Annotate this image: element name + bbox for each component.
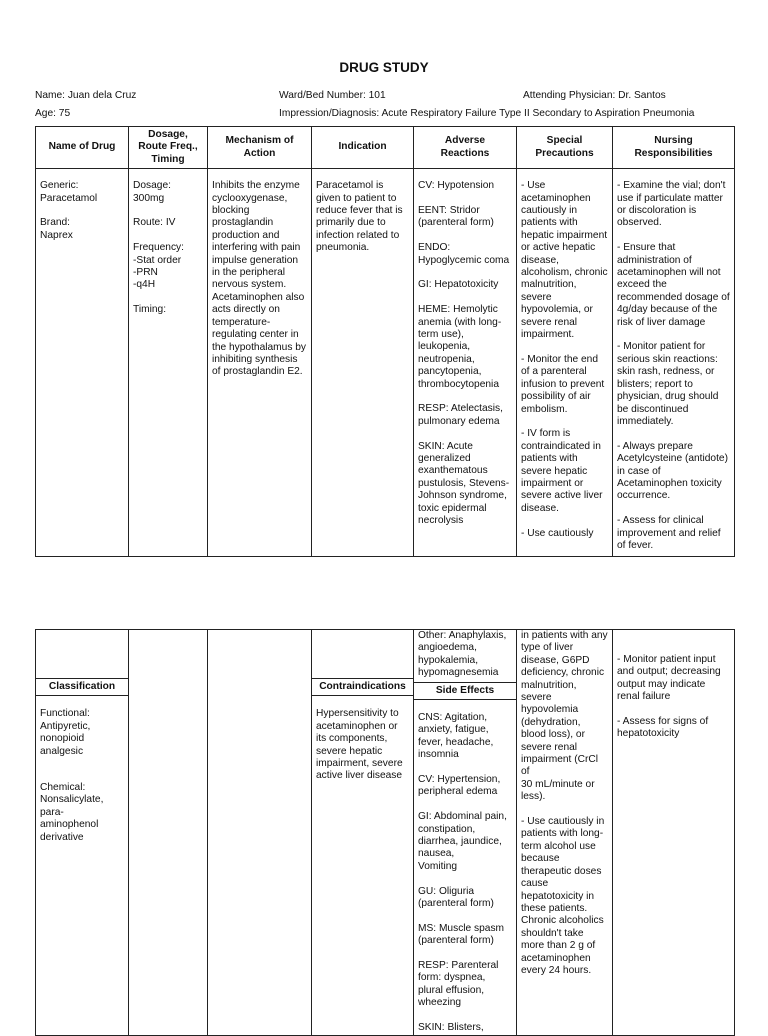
mechanism-cell: [208, 169, 312, 557]
indication-cell: [312, 169, 414, 557]
nursing-responsibilities-cont-cell: [613, 630, 735, 1036]
text-paragraph: Generic: Paracetamol: [40, 180, 98, 204]
header-dosage: [129, 127, 208, 169]
patient-age: Age: 75: [35, 108, 71, 119]
text-paragraph: Brand: Naprex: [40, 217, 73, 241]
text-paragraph: CV: Hypertension, peripheral edema: [418, 774, 501, 798]
text-paragraph: - Ensure that administration of acetaminophen will not exceed the recommended dosage of 4g/day because of the risk of liver damage: [617, 242, 730, 328]
nursing-responsibilities-cell: [613, 169, 735, 557]
drug-study-table-2: [35, 629, 735, 1036]
attending-physician: Attending Physician: Dr. Santos: [523, 90, 666, 101]
text-paragraph: - Always prepare Acetylcysteine (antidote) in case of Acetaminophen toxicity occurrence.: [617, 440, 728, 502]
header-label: Nursing Responsibilities: [634, 135, 713, 159]
text-paragraph: Route: IV: [133, 217, 176, 229]
text-paragraph: GI: Hepatotoxicity: [418, 279, 499, 291]
mechanism-cell-empty: [208, 630, 312, 1036]
adverse-side-effects-cell: [414, 630, 517, 1036]
text-paragraph: - Monitor the end of a parenteral infusion to prevent possibility of air embolism.: [521, 353, 605, 415]
text-paragraph: Functional: Antipyretic, nonopioid analgesic: [40, 708, 91, 757]
text-paragraph: GI: Abdominal pain, constipation, diarrhea, jaundice, nausea, Vomiting: [418, 811, 507, 872]
header-label: Indication: [338, 141, 387, 153]
header-label: Adverse Reactions: [440, 135, 490, 159]
drug-name-cell: [36, 169, 129, 557]
text-paragraph: Other: Anaphylaxis, angioedema, hypokalemia, hypomagnesemia: [418, 630, 507, 679]
diagnosis: Impression/Diagnosis: Acute Respiratory Failure Type II Secondary to Aspiration Pneumonia: [279, 108, 695, 119]
text-paragraph: GU: Oliguria (parenteral form): [418, 885, 494, 910]
text-paragraph: CV: Hypotension: [418, 180, 495, 192]
text-paragraph: EENT: Stridor (parenteral form): [418, 205, 494, 229]
header-special-precautions: [517, 127, 613, 169]
text-paragraph: Dosage: 300mg: [133, 180, 171, 204]
text-paragraph: HEME: Hemolytic anemia (with long-term use), leukopenia, neutropenia, pancytopenia, thrombocytopenia: [418, 304, 502, 390]
text-paragraph: - Monitor patient input and output; decreasing output may indicate renal failure: [617, 654, 721, 703]
contraindications-header: Contraindications: [312, 678, 413, 696]
special-precautions-cell: [517, 169, 613, 557]
table-header-row: [36, 127, 735, 169]
adverse-reactions-cell: [414, 169, 517, 557]
text-paragraph: - Assess for signs of hepatotoxicity: [617, 716, 709, 740]
text-paragraph: Timing:: [133, 304, 167, 316]
document-title: DRUG STUDY: [339, 60, 429, 75]
ward-bed-number: Ward/Bed Number: 101: [279, 90, 386, 101]
header-label: Mechanism of Action: [225, 135, 294, 159]
side-effects-header: Side Effects: [414, 682, 516, 700]
text-paragraph: SKIN: Acute generalized exanthematous pustulosis, Stevens-Johnson syndrome, toxic epidermal necrolysis: [418, 440, 510, 527]
header-mechanism: [208, 127, 312, 169]
text-paragraph: CNS: Agitation, anxiety, fatigue, fever, headache, insomnia: [418, 712, 494, 761]
text-paragraph: RESP: Atelectasis, pulmonary edema: [418, 403, 503, 427]
text-paragraph: RESP: Parenteral form: dyspnea, plural effusion, wheezing: [418, 960, 499, 1009]
text-paragraph: Frequency: -Stat order -PRN -q4H: [133, 242, 184, 291]
text-paragraph: - Examine the vial; don't use if particulate matter or discoloration is observed.: [617, 180, 726, 229]
header-label: Dosage, Route Freq., Timing: [138, 129, 198, 165]
header-label: Special Precautions: [535, 135, 594, 159]
text-paragraph: Paracetamol is given to patient to reduce fever that is primarily due to infection related to pneumonia.: [316, 180, 403, 254]
text-paragraph: Inhibits the enzyme cyclooxygenase, blocking prostaglandin production and interfering with pain impulse generation in the peripheral nervous system. Acetaminophen also acts directly on temperature-regulating center in the hypothalamus by inhibiting synthesis of prostaglandin E2.: [212, 180, 307, 378]
header-nursing-responsibilities: [613, 127, 735, 169]
patient-name: Name: Juan dela Cruz: [35, 90, 137, 101]
header-adverse-reactions: [414, 127, 517, 169]
text-paragraph: - Use acetaminophen cautiously in patients with hepatic impairment or active hepatic disease, alcoholism, chronic malnutrition, severe hypovolemia, or severe renal impairment.: [521, 180, 608, 341]
text-paragraph: ENDO: Hypoglycemic coma: [418, 242, 510, 266]
text-paragraph: - Use cautiously in patients with long-term alcohol use because therapeutic doses cause hepatotoxicity in these patients. Chronic alcoholics shouldn't take more than 2 g of acetaminophen every 24 hours.: [521, 816, 605, 976]
text-paragraph: Hypersensitivity to acetaminophen or its components, severe hepatic impairment, severe active liver disease: [316, 708, 403, 782]
drug-study-table-1: [35, 126, 735, 557]
header-name-of-drug: [36, 127, 129, 169]
special-precautions-cont-cell: [517, 630, 613, 1036]
table-row: [36, 630, 735, 1036]
text-paragraph: - IV form is contraindicated in patients with severe hepatic impairment or severe active liver disease.: [521, 428, 603, 514]
classification-cell: [36, 630, 129, 1036]
header-label: Name of Drug: [48, 141, 116, 153]
text-paragraph: in patients with any type of liver disease, G6PD deficiency, chronic malnutrition, severe hypovolemia (dehydration, blood loss), or severe renal impairment (CrCl of 30 mL/minute or less).: [521, 630, 608, 803]
dosage-cell-empty: [129, 630, 208, 1036]
text-paragraph: Chemical: Nonsalicylate, para- aminophenol derivative: [40, 782, 104, 843]
text-paragraph: MS: Muscle spasm (parenteral form): [418, 922, 505, 947]
text-paragraph: SKIN: Blisters,: [418, 1022, 484, 1034]
classification-header: Classification: [36, 678, 128, 696]
text-paragraph: - Use cautiously: [521, 527, 594, 539]
header-indication: [312, 127, 414, 169]
text-paragraph: - Assess for clinical improvement and relief of fever.: [617, 515, 721, 551]
contraindications-cell: [312, 630, 414, 1036]
text-paragraph: - Monitor patient for serious skin reactions: skin rash, redness, or blisters; report to physician, drug should be discontinued immediately.: [617, 341, 719, 427]
dosage-cell: [129, 169, 208, 557]
table-row: [36, 169, 735, 557]
